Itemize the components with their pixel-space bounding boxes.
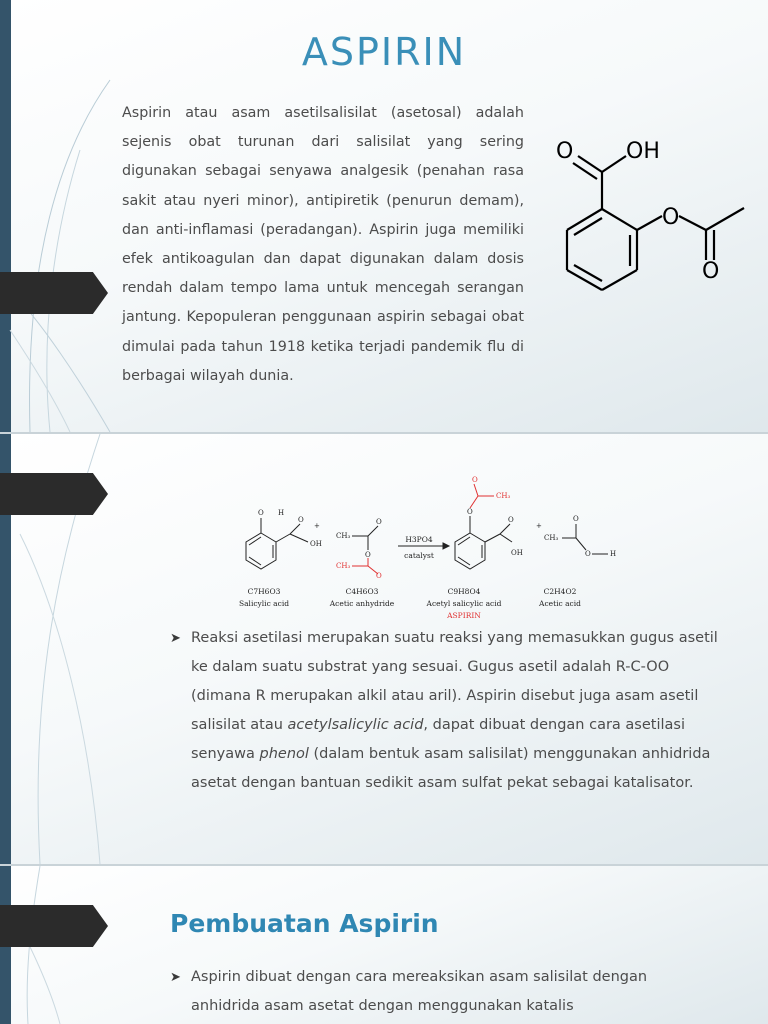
salicylic-oh-label: OH bbox=[310, 540, 322, 548]
acetic-o2-label: O bbox=[585, 550, 591, 558]
acetylation-bullet bbox=[170, 624, 725, 798]
intro-paragraph: Aspirin atau asam asetilsalisilat (asetosal) adalah sejenis obat turunan dari salisilat yang sering digunakan sebagai senyawa analgesik (penahan rasa sakit atau nyeri minor), antipiretik (penurun demam), dan anti-inflamasi (peradangan). Aspirin juga memiliki efek antikoagulan dan dapat digunakan dalam dosis rendah dalam tempo lama untuk mencegah serangan jantung. Kepopuleran penggunaan aspirin sebagai obat dimulai pada tahun 1918 ketika terjadi pandemik flu di berbagai wilayah dunia. bbox=[122, 105, 524, 384]
slide-1 bbox=[0, 0, 768, 432]
page-title: ASPIRIN bbox=[301, 30, 467, 74]
salicylic-h-label: H bbox=[278, 509, 285, 517]
aspirin-product-label: ASPIRIN bbox=[447, 611, 481, 620]
plus-sign-1: + bbox=[314, 522, 320, 530]
aspirin-ester-o-label: O bbox=[467, 508, 473, 516]
compound-name: Salicylic acid bbox=[238, 599, 290, 608]
compound-formula: C4H6O3 bbox=[345, 587, 379, 596]
compound-formula: C9H8O4 bbox=[447, 587, 481, 596]
compound-formula: C7H6O3 bbox=[247, 587, 281, 596]
hydroxyl-label: OH bbox=[626, 139, 660, 164]
anhydride-bridge-o-label: O bbox=[365, 551, 371, 559]
salicylic-o2-label: O bbox=[298, 516, 304, 524]
bullet-text-part: (dalam bentuk asam salisilat) menggunakan anhidrida asetat dengan bantuan sedikit asam sulfat pekat sebagai katalisator. bbox=[191, 746, 711, 791]
acetic-ch3-label: CH₃ bbox=[544, 534, 559, 542]
arrow-bullet-icon: ➤ bbox=[170, 970, 181, 985]
compound-name: Acetic anhydride bbox=[329, 599, 395, 608]
arrow-condition-label: catalyst bbox=[404, 551, 434, 560]
bullet-text: Aspirin dibuat dengan cara mereaksikan asam salisilat dengan anhidrida asam asetat dengan menggunakan katalis bbox=[191, 969, 648, 1014]
aspirin-structure-diagram bbox=[548, 120, 758, 290]
arrow-catalyst-label: H3PO4 bbox=[405, 535, 433, 544]
acetyl-oxygen-label: O bbox=[702, 259, 720, 284]
anhydride-ch3-label: CH₃ bbox=[336, 532, 351, 540]
section-tab-marker bbox=[0, 272, 108, 314]
anhydride-red-o-label: O bbox=[376, 572, 382, 580]
acetylation-reaction-diagram bbox=[228, 454, 628, 620]
aspirin-red-ch3-label: CH₃ bbox=[496, 492, 511, 500]
bullet-italic-term: phenol bbox=[259, 746, 309, 762]
section-tab-marker bbox=[0, 473, 108, 515]
plus-sign-2: + bbox=[536, 522, 542, 530]
salicylic-o-label: O bbox=[258, 509, 264, 517]
bullet-text-part: Reaksi asetilasi merupakan suatu reaksi yang memasukkan gugus asetil ke dalam suatu substrat yang sesuai. Gugus asetil adalah R-C-OO (dimana R merupakan alkil atau aril). Aspirin disebut juga asam asetil salisilat atau bbox=[191, 630, 718, 733]
section-tab-marker bbox=[0, 905, 108, 947]
anhydride-red-ch3-label: CH₃ bbox=[336, 562, 351, 570]
aspirin-oh-label: OH bbox=[511, 549, 523, 557]
slide-2 bbox=[0, 434, 768, 864]
bullet-italic-term: acetylsalicylic acid bbox=[287, 717, 424, 733]
acetic-h-label: H bbox=[610, 550, 617, 558]
aspirin-red-o-label: O bbox=[472, 476, 478, 484]
compound-name: Acetyl salicylic acid bbox=[426, 599, 502, 608]
production-bullet bbox=[170, 963, 711, 1021]
compound-name: Acetic acid bbox=[539, 599, 581, 608]
slide-3 bbox=[0, 866, 768, 1024]
ester-oxygen-label: O bbox=[662, 205, 680, 230]
bullet-text-part: , dapat dibuat dengan cara asetilasi senyawa bbox=[191, 717, 685, 762]
section-heading: Pembuatan Aspirin bbox=[170, 909, 439, 938]
compound-formula: C2H4O2 bbox=[543, 587, 577, 596]
aspirin-o-label: O bbox=[508, 516, 514, 524]
carbonyl-oxygen-label: O bbox=[556, 139, 574, 164]
arrow-bullet-icon: ➤ bbox=[170, 631, 181, 646]
anhydride-o-label: O bbox=[376, 518, 382, 526]
acetic-o-label: O bbox=[573, 515, 579, 523]
